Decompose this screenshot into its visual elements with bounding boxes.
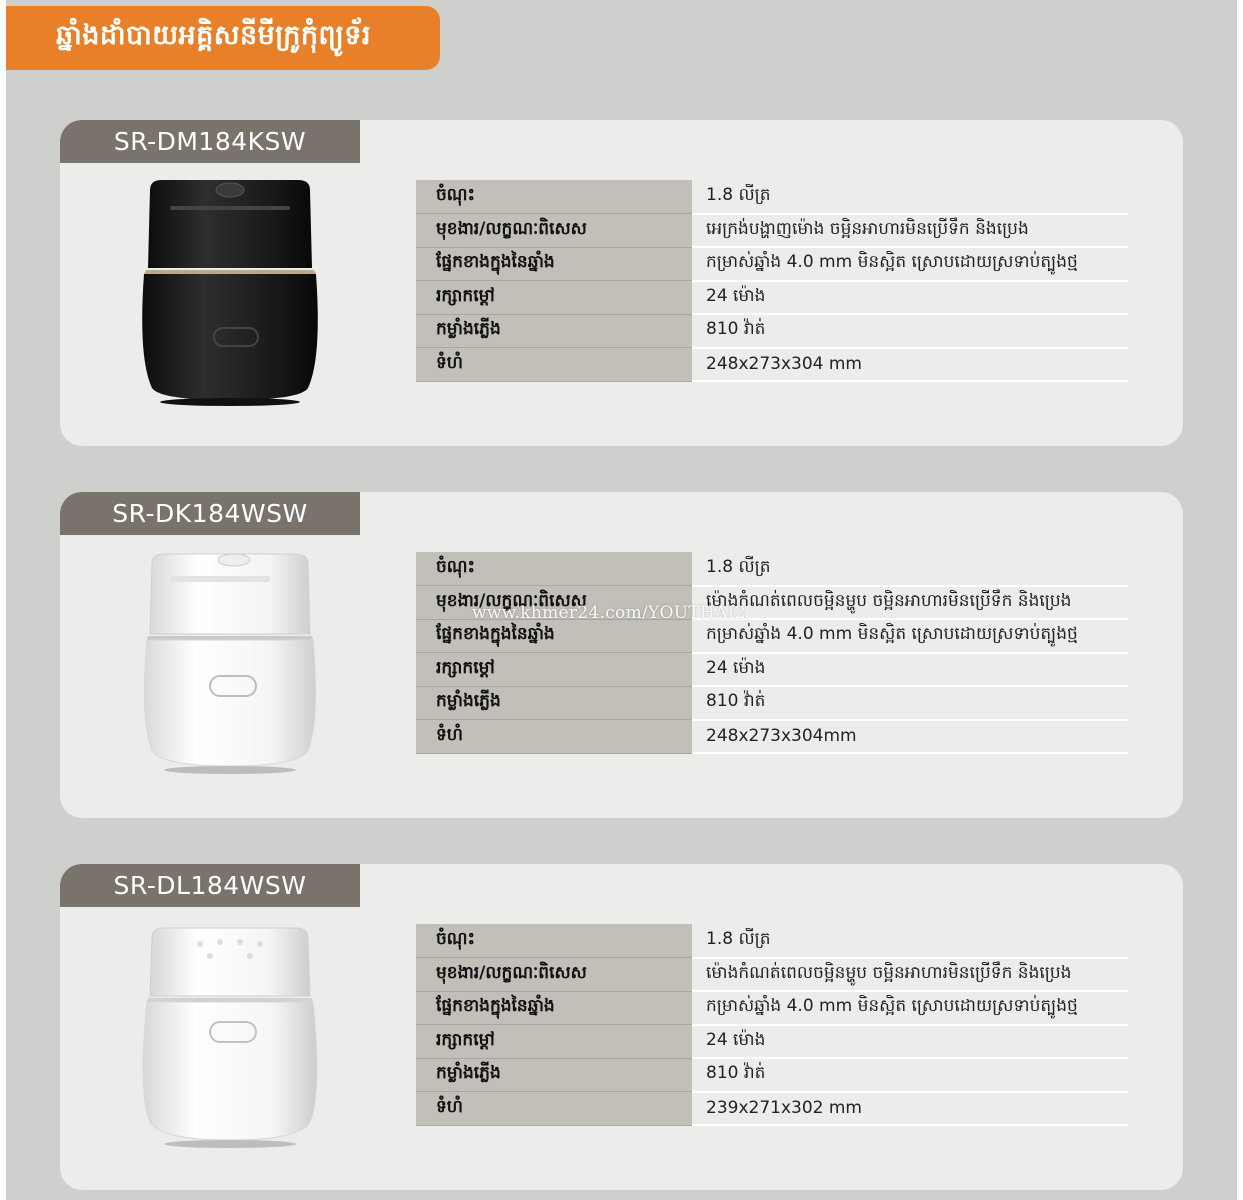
spec-row — [416, 1058, 1128, 1092]
spec-value: 24 ម៉ោង — [692, 1025, 1128, 1059]
spec-table — [416, 552, 1128, 754]
spec-row — [416, 619, 1128, 653]
spec-row — [416, 1092, 1128, 1126]
spec-value: កម្រាស់ឆ្នាំង 4.0 mm មិនស្អិត ស្រោបដោយស្រទាប់ត្បូងថ្ម — [692, 247, 1128, 281]
spec-row — [416, 214, 1128, 248]
watermark-text: www.khmer24.com/YOUTHAI2 — [472, 603, 746, 623]
spec-row — [416, 180, 1128, 214]
spec-label: ទំហំ — [416, 720, 692, 754]
spec-row — [416, 653, 1128, 687]
spec-label: ផ្នែកខាងក្នុងនៃឆ្នាំង — [416, 247, 692, 281]
spec-row — [416, 247, 1128, 281]
white-rice-cooker-image — [130, 550, 330, 780]
spec-label: រក្សាកម្តៅ — [416, 281, 692, 315]
product-card — [60, 120, 1183, 446]
white-rice-cooker-image — [130, 922, 330, 1152]
black-rice-cooker-image — [130, 178, 330, 408]
model-name: SR-DK184WSW — [60, 492, 360, 535]
spec-label: មុខងារ/លក្ខណៈពិសេស — [416, 958, 692, 992]
product-card — [60, 864, 1183, 1190]
spec-label: ចំណុះ — [416, 924, 692, 958]
spec-value: កម្រាស់ឆ្នាំង 4.0 mm មិនស្អិត ស្រោបដោយស្រទាប់ត្បូងថ្ម — [692, 619, 1128, 653]
page-title: ឆ្នាំងដាំបាយអគ្គិសនីមីក្រូកុំព្យូទ័រ — [6, 6, 440, 70]
spec-label: កម្លាំងភ្លើង — [416, 1058, 692, 1092]
spec-table — [416, 180, 1128, 382]
spec-label: ផ្នែកខាងក្នុងនៃឆ្នាំង — [416, 991, 692, 1025]
spec-value: ម៉ោងកំណត់ពេលចម្អិនម្ហូប ចម្អិនអាហារមិនប្រើទឹក និងប្រេង — [692, 958, 1128, 992]
spec-table — [416, 924, 1128, 1126]
spec-value: 1.8 លីត្រ — [692, 552, 1128, 586]
spec-label: រក្សាកម្តៅ — [416, 653, 692, 687]
model-name: SR-DM184KSW — [60, 120, 360, 163]
spec-label: មុខងារ/លក្ខណៈពិសេស — [416, 214, 692, 248]
spec-value: 810 វ៉ាត់ — [692, 1058, 1128, 1092]
spec-label: ទំហំ — [416, 1092, 692, 1126]
spec-row — [416, 720, 1128, 754]
spec-label: ចំណុះ — [416, 180, 692, 214]
spec-row — [416, 552, 1128, 586]
spec-label: កម្លាំងភ្លើង — [416, 686, 692, 720]
spec-row — [416, 348, 1128, 382]
spec-row — [416, 958, 1128, 992]
spec-value: 810 វ៉ាត់ — [692, 314, 1128, 348]
spec-row — [416, 314, 1128, 348]
spec-value: ម៉ោងកំណត់ពេលចម្អិនម្ហូប ចម្អិនអាហារមិនប្រើទឹក និងប្រេង — [692, 586, 1128, 620]
spec-value: 810 វ៉ាត់ — [692, 686, 1128, 720]
spec-row — [416, 686, 1128, 720]
spec-value: 24 ម៉ោង — [692, 281, 1128, 315]
spec-label: ចំណុះ — [416, 552, 692, 586]
spec-value: អេក្រង់បង្ហាញម៉ោង ចម្អិនអាហារមិនប្រើទឹក និងប្រេង — [692, 214, 1128, 248]
spec-value: 1.8 លីត្រ — [692, 180, 1128, 214]
spec-value: 248x273x304mm — [692, 720, 1128, 754]
spec-row — [416, 924, 1128, 958]
spec-value: កម្រាស់ឆ្នាំង 4.0 mm មិនស្អិត ស្រោបដោយស្រទាប់ត្បូងថ្ម — [692, 991, 1128, 1025]
spec-label: មុខងារ/លក្ខណៈពិសេស — [416, 586, 692, 620]
model-name: SR-DL184WSW — [60, 864, 360, 907]
spec-value: 24 ម៉ោង — [692, 653, 1128, 687]
spec-row — [416, 991, 1128, 1025]
spec-label: ផ្នែកខាងក្នុងនៃឆ្នាំង — [416, 619, 692, 653]
spec-value: 248x273x304 mm — [692, 348, 1128, 382]
spec-label: រក្សាកម្តៅ — [416, 1025, 692, 1059]
spec-label: ទំហំ — [416, 348, 692, 382]
product-card — [60, 492, 1183, 818]
spec-row — [416, 281, 1128, 315]
spec-value: 1.8 លីត្រ — [692, 924, 1128, 958]
spec-label: កម្លាំងភ្លើង — [416, 314, 692, 348]
spec-row — [416, 1025, 1128, 1059]
spec-value: 239x271x302 mm — [692, 1092, 1128, 1126]
